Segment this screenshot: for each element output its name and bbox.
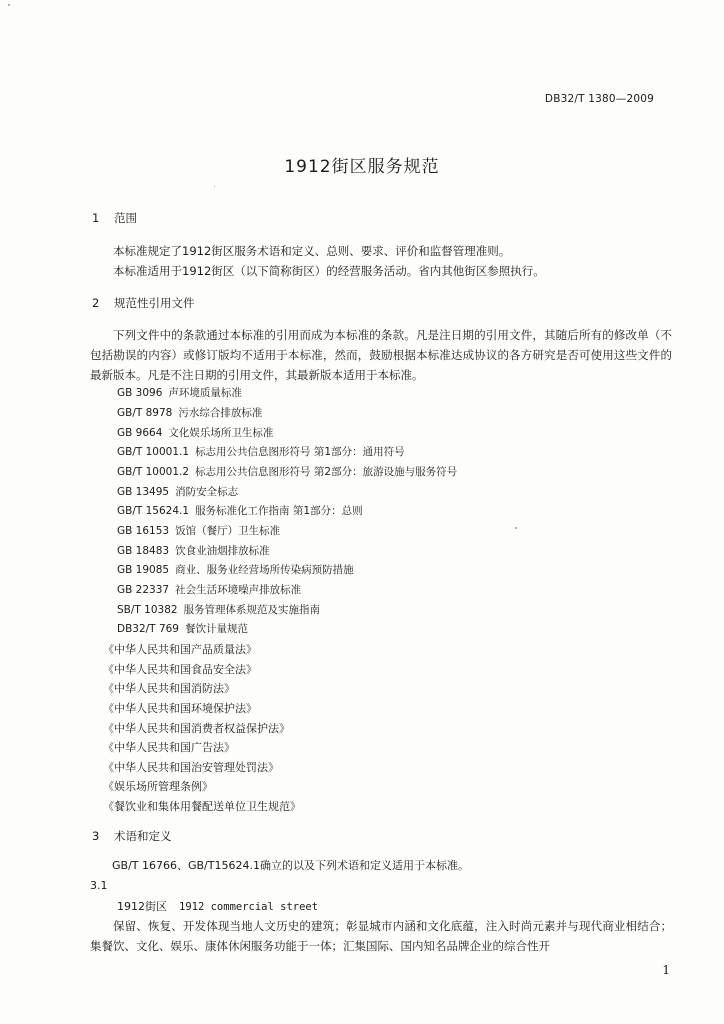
ref-name: 商业、服务业经营场所传染病预防措施 xyxy=(175,564,354,576)
section-number: 2 xyxy=(92,296,100,310)
law-reference: 《中华人民共和国食品安全法》 xyxy=(103,663,257,676)
ref-code: GB 16153 xyxy=(117,525,170,537)
term-entry xyxy=(117,898,318,914)
ref-name: 污水综合排放标准 xyxy=(178,407,263,419)
ref-code: GB 13495 xyxy=(117,486,170,498)
term-english: 1912 commercial street xyxy=(179,901,319,913)
ref-code: GB 3096 xyxy=(117,387,163,399)
ref-name: 消防安全标志 xyxy=(175,486,239,498)
ref-name: 文化娱乐场所卫生标准 xyxy=(168,427,274,439)
section-number: 3 xyxy=(92,829,100,843)
document-title: 1912街区服务规范 xyxy=(284,157,440,177)
ref-code: DB32/T 769 xyxy=(117,623,179,635)
scan-speck xyxy=(515,527,517,529)
reference-item xyxy=(117,464,457,479)
ref-name: 饭馆（餐厅）卫生标准 xyxy=(175,525,281,537)
ref-code: GB/T 10001.2 xyxy=(117,466,190,478)
ref-name: 餐饮计量规范 xyxy=(184,623,248,635)
law-reference: 《中华人民共和国消费者权益保护法》 xyxy=(103,722,290,735)
ref-name: 服务标准化工作指南 第1部分：总则 xyxy=(195,505,363,517)
term-chinese: 1912街区 xyxy=(117,900,167,913)
page-number: 1 xyxy=(662,963,670,977)
term-definition: 保留、恢复、开发体现当地人文历史的建筑；彰显城市内涵和文化底蕴，注入时尚元素并与现代商业相结合；集餐饮、文化、娱乐、康体休闲服务功能于一体；汇集国际、国内知名品牌企业的综合性开 xyxy=(90,919,672,953)
section-3-heading xyxy=(92,828,172,844)
section-title: 范围 xyxy=(114,211,137,225)
reference-item xyxy=(117,602,320,617)
scan-speck xyxy=(214,186,215,187)
section-title: 术语和定义 xyxy=(114,829,172,843)
ref-code: GB/T 10001.1 xyxy=(117,446,190,458)
reference-item xyxy=(117,503,363,518)
ref-code: GB 22337 xyxy=(117,584,170,596)
ref-name: 社会生活环境噪声排放标准 xyxy=(175,584,302,596)
law-reference: 《中华人民共和国消防法》 xyxy=(103,682,235,695)
reference-item xyxy=(117,425,273,440)
ref-code: GB 18483 xyxy=(117,545,170,557)
law-reference: 《娱乐场所管理条例》 xyxy=(103,780,213,793)
reference-item xyxy=(117,484,238,499)
subsection-number: 3.1 xyxy=(90,879,108,892)
reference-item xyxy=(117,405,262,420)
section-2-intro: 下列文件中的条款通过本标准的引用而成为本标准的条款。凡是注日期的引用文件，其随后所有的修改单（不包括勘误的内容）或修订版均不适用于本标准，然而，鼓励根据本标准达成协议的各方研究是否可使用这些文件的最新版本。凡是不注日期的引用文件，其最新版本适用于本标准。 xyxy=(90,328,672,382)
ref-code: GB 9664 xyxy=(117,427,163,439)
law-reference: 《中华人民共和国广告法》 xyxy=(103,741,235,754)
reference-item xyxy=(117,582,301,597)
reference-item xyxy=(117,621,248,636)
law-reference: 《中华人民共和国环境保护法》 xyxy=(103,702,257,715)
reference-item xyxy=(117,562,354,577)
ref-code: GB/T 8978 xyxy=(117,407,173,419)
ref-code: GB 19085 xyxy=(117,564,170,576)
section-1-paragraph: 本标准规定了1912街区服务术语和定义、总则、要求、评价和监督管理准则。 xyxy=(113,244,511,258)
section-2-heading xyxy=(92,295,195,311)
section-title: 规范性引用文件 xyxy=(114,296,195,310)
ref-code: GB/T 15624.1 xyxy=(117,505,190,517)
section-1-paragraph: 本标准适用于1912街区（以下简称街区）的经营服务活动。省内其他街区参照执行。 xyxy=(113,264,545,278)
ref-name: 饮食业油烟排放标准 xyxy=(175,545,270,557)
ref-name: 声环境质量标准 xyxy=(168,387,242,399)
ref-name: 标志用公共信息图形符号 第2部分：旅游设施与服务符号 xyxy=(195,466,458,478)
reference-item xyxy=(117,385,242,400)
section-number: 1 xyxy=(92,211,100,225)
law-reference: 《餐饮业和集体用餐配送单位卫生规范》 xyxy=(103,800,301,813)
reference-item xyxy=(117,444,405,459)
section-1-heading xyxy=(92,210,137,226)
section-3-intro: GB/T 16766、GB/T15624.1确立的以及下列术语和定义适用于本标准。 xyxy=(112,859,469,872)
law-reference: 《中华人民共和国治安管理处罚法》 xyxy=(103,761,279,774)
ref-code: SB/T 10382 xyxy=(117,604,178,616)
reference-item xyxy=(117,543,270,558)
ref-name: 标志用公共信息图形符号 第1部分：通用符号 xyxy=(195,446,405,458)
law-reference: 《中华人民共和国产品质量法》 xyxy=(103,643,257,656)
standard-code: DB32/T 1380—2009 xyxy=(544,93,654,105)
scan-speck xyxy=(8,4,10,6)
reference-item xyxy=(117,523,280,538)
ref-name: 服务管理体系规范及实施指南 xyxy=(183,604,321,616)
